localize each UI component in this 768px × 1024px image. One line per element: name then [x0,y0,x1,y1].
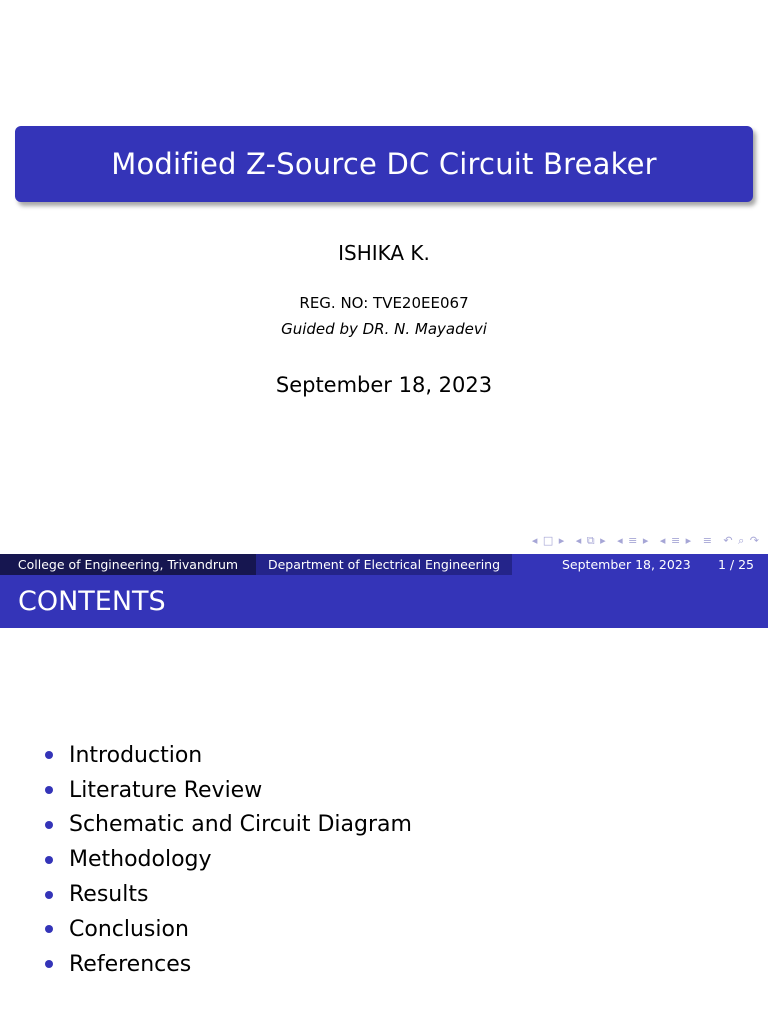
prev-slide-icon[interactable]: ◂ □ ▸ [531,534,566,547]
presentation-date: September 18, 2023 [275,373,493,397]
list-item: Literature Review [45,773,412,808]
bullet-icon [45,925,53,933]
footer-date: September 18, 2023 [562,557,691,572]
page-number: 1 / 25 [717,557,754,572]
beamer-navigation [526,534,760,548]
bullet-icon [45,856,53,864]
search-icon[interactable]: ↶ ⌕ ↷ [723,534,760,547]
bullet-icon [45,891,53,899]
list-item: Results [45,877,412,912]
bullet-icon [45,821,53,829]
contents-list [45,738,412,982]
guide-name: Guided by DR. N. Mayadevi [281,320,487,338]
contents-header [0,575,768,628]
footer-department: Department of Electrical Engineering [256,554,512,575]
list-item: Methodology [45,842,412,877]
list-item: References [45,947,412,982]
author-name: ISHIKA K. [338,241,430,265]
presentation-title: Modified Z-Source DC Circuit Breaker [111,147,657,181]
section-icon[interactable]: ◂ ≡ ▸ [659,534,693,547]
contents-title: CONTENTS [18,586,166,617]
list-item: Schematic and Circuit Diagram [45,808,412,843]
slide-footer [0,554,768,575]
title-banner [15,126,753,202]
subsection-icon[interactable]: ◂ ≡ ▸ [617,534,650,547]
list-item: Conclusion [45,912,412,947]
frame-icon[interactable]: ◂ ⧉ ▸ [575,534,607,547]
footer-institution: College of Engineering, Trivandrum [0,554,256,575]
outline-icon[interactable]: ≡ [702,534,713,547]
list-item: Introduction [45,738,412,773]
registration-number: REG. NO: TVE20EE067 [299,294,469,312]
bullet-icon [45,960,53,968]
bullet-icon [45,751,53,759]
bullet-icon [45,786,53,794]
footer-right [512,554,768,575]
